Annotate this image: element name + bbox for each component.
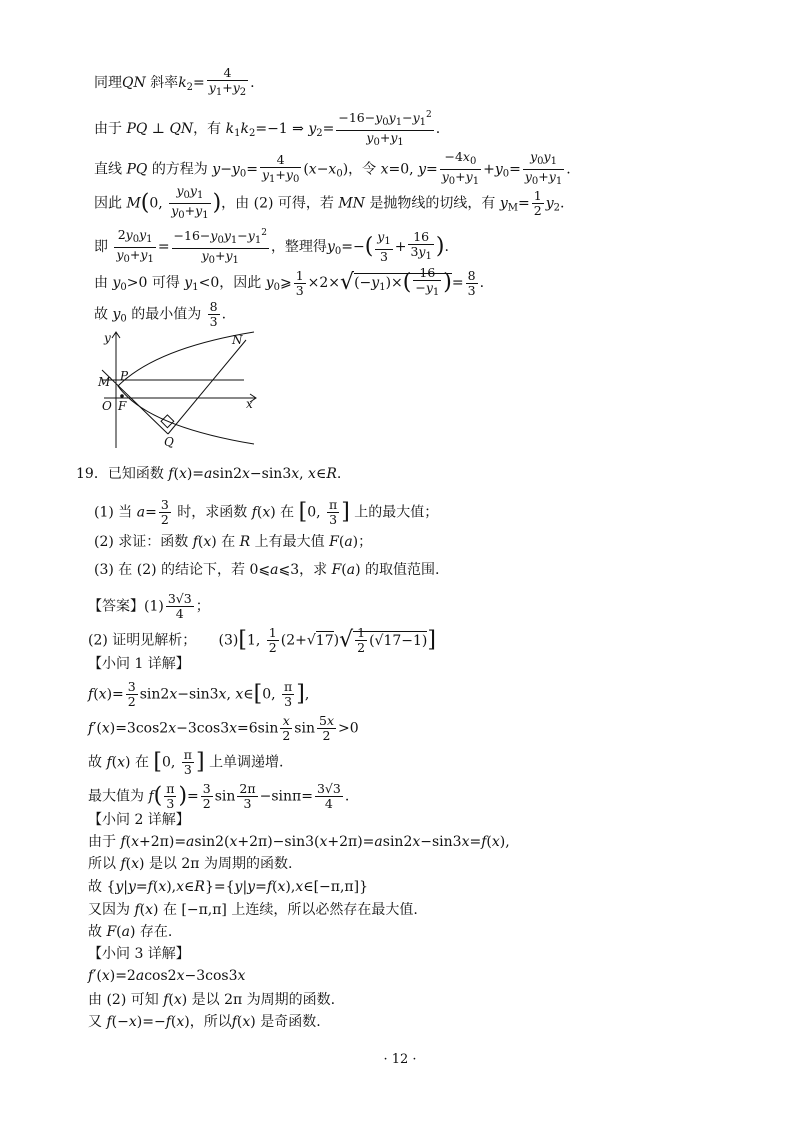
question-19: 19．已知函数 f(x)=asin2x−sin3x, x∈R. bbox=[76, 466, 342, 482]
math-line: f′(x)=2acos2x−3cos3x bbox=[88, 968, 246, 984]
label-Q: Q bbox=[164, 435, 174, 449]
parabola-figure bbox=[96, 330, 266, 452]
text-line: 因此 M(0, $\frac{y_0y_1}{y_0+y_1}$ )，由 (2) 可得，若 MN 是抛物线的切线，有 $y_M=$ $\frac{1}{2}$ $y_2$. bbox=[94, 183, 565, 221]
answer-line-1: 【答案】(1) $\frac{3√3}{4}$ ； bbox=[88, 591, 210, 621]
parabola bbox=[118, 332, 254, 444]
page-number: · 12 · bbox=[383, 1052, 417, 1067]
math-line: f′(x)=3cos2x−3cos3x=6sin $\frac{x}{2}$ sin $\frac{5x}{2}$ >0 bbox=[88, 713, 359, 743]
text-line: 直线 PQ 的方程为 $y-y_0=$ $\frac{4}{y_1+y_0}$ $(x-x_0)$，令 x=0, y= $\frac{-4x_0}{y_0+y_1}$ $+y_0=$ $\frac{y_0y_1}{y_0+y_1}$ . bbox=[94, 149, 571, 187]
label-x: x bbox=[246, 397, 253, 411]
section-heading: 【小问 2 详解】 bbox=[88, 812, 190, 828]
label-O: O bbox=[102, 399, 112, 413]
section-heading: 【小问 3 详解】 bbox=[88, 946, 190, 962]
label-F: F bbox=[118, 399, 127, 413]
math-line: 故 f(x) 在 [0, $\frac{\pi}{3}$ ] 上单调递增. bbox=[88, 747, 284, 777]
label-N: N bbox=[232, 333, 243, 347]
section-heading: 【小问 1 详解】 bbox=[88, 656, 190, 672]
label-P: P bbox=[120, 369, 129, 383]
math-line: 由于 f(x+2π)=asin2(x+2π)−sin3(x+2π)=asin2x−sin3x=f(x), bbox=[88, 834, 510, 850]
text-line: 由于 PQ ⊥ QN，有 $k_1k_2=-1$ ⇒ $y_2=$ $\frac{-16-y_0y_1-y_1^2}{y_0+y_1}$ . bbox=[94, 110, 441, 148]
math-line: 最大值为 f( $\frac{\pi}{3}$ )= $\frac{3}{2}$ sin $\frac{2\pi}{3}$ −sinπ= $\frac{3√3}{4}$ . bbox=[88, 781, 350, 811]
text-line: 由 $y_0>0$ 可得 $y_1<0$，因此 $y_0⩾$ $\frac{1}{3}$ $\times 2\times√(-y_1)\times$( $\frac{16}{-y_1}$ )= $\frac{8}{3}$ . bbox=[94, 265, 485, 298]
math-line: 又因为 f(x) 在 [−π,π] 上连续，所以必然存在最大值. bbox=[88, 902, 418, 918]
text-line: 故 $y_0$ 的最小值为 $\frac{8}{3}$ . bbox=[94, 299, 227, 329]
math-line: 故 F(a) 存在. bbox=[88, 924, 173, 940]
text-line: 即 $\frac{2y_0y_1}{y_0+y_1}$ = $\frac{-16-y_0y_1-y_1^2}{y_0+y_1}$ ，整理得$y_0=-$( $\frac{y_1}{3}$ + $\frac{16}{3y_1}$ ). bbox=[94, 226, 449, 266]
text-line: 同理QN 斜率$k_2=$ $\frac{4}{y_1+y_2}$ . bbox=[94, 65, 255, 98]
answer-line-2: (2) 证明见解析； (3)[1, $\frac{1}{2}$ (2+√17)√ $\frac{1}{2}$ (√17−1)] bbox=[88, 625, 436, 655]
focus-point bbox=[120, 394, 124, 398]
question-part-1: (1) 当 a= $\frac{3}{2}$ 时，求函数 f(x) 在 [0, $\frac{\pi}{3}$ ] 上的最大值； bbox=[94, 497, 439, 527]
math-line: 又 f(−x)=−f(x)，所以f(x) 是奇函数. bbox=[88, 1014, 321, 1030]
math-line: 由 (2) 可知 f(x) 是以 2π 为周期的函数. bbox=[88, 992, 336, 1008]
math-line: f(x)= $\frac{3}{2}$ sin2x−sin3x, x∈[0, $\frac{\pi}{3}$ ], bbox=[88, 679, 310, 709]
question-part-2: (2) 求证：函数 f(x) 在 R 上有最大值 F(a)； bbox=[94, 534, 373, 550]
math-line: 所以 f(x) 是以 2π 为周期的函数. bbox=[88, 856, 293, 872]
line-QN bbox=[168, 340, 246, 434]
math-line: 故 {y|y=f(x),x∈R}={y|y=f(x),x∈[−π,π]} bbox=[88, 879, 368, 895]
question-part-3: (3) 在 (2) 的结论下，若 0⩽a⩽3，求 F(a) 的取值范围. bbox=[94, 562, 440, 578]
label-y: y bbox=[104, 331, 111, 345]
label-M: M bbox=[98, 375, 111, 389]
